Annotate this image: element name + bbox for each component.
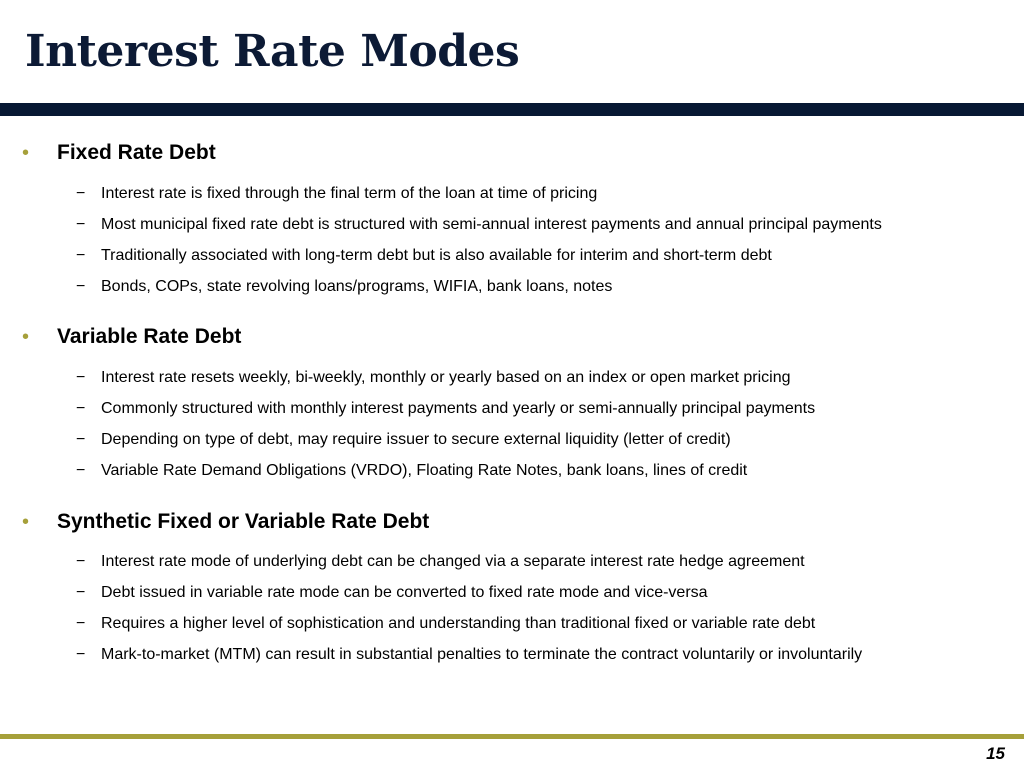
list-item-text: Bonds, COPs, state revolving loans/programs, WIFIA, bank loans, notes <box>101 278 613 295</box>
bullet-icon: • <box>22 326 30 348</box>
dash-icon: − <box>76 278 86 295</box>
dash-icon: − <box>76 553 86 570</box>
list-item <box>0 552 1024 583</box>
list-item-text: Interest rate resets weekly, bi-weekly, monthly or yearly based on an index or open market pricing <box>101 369 791 386</box>
section-variable-rate <box>0 322 1024 492</box>
dash-icon: − <box>76 431 86 448</box>
list-item-text: Variable Rate Demand Obligations (VRDO), Floating Rate Notes, bank loans, lines of credit <box>101 462 748 479</box>
list-item <box>0 184 1024 215</box>
dash-icon: − <box>76 369 86 386</box>
list-item <box>0 368 1024 399</box>
bullet-icon: • <box>22 142 30 164</box>
footer-divider <box>0 734 1024 739</box>
section-heading: Synthetic Fixed or Variable Rate Debt <box>57 510 430 533</box>
list-item-text: Requires a higher level of sophistication and understanding than traditional fixed or variable rate debt <box>101 615 816 632</box>
list-item <box>0 399 1024 430</box>
list-item <box>0 614 1024 645</box>
list-item <box>0 215 1024 246</box>
section-heading-row <box>0 507 1024 537</box>
section-heading: Variable Rate Debt <box>57 325 242 348</box>
list-item <box>0 246 1024 277</box>
list-item <box>0 461 1024 492</box>
list-item-text: Interest rate is fixed through the final term of the loan at time of pricing <box>101 185 598 202</box>
section-heading-row <box>0 138 1024 168</box>
title-divider <box>0 103 1024 116</box>
page-number: 15 <box>986 744 1005 763</box>
list-item <box>0 645 1024 676</box>
page-title: Interest Rate Modes <box>25 26 520 77</box>
list-item <box>0 583 1024 614</box>
dash-icon: − <box>76 216 86 233</box>
dash-icon: − <box>76 646 86 663</box>
dash-icon: − <box>76 247 86 264</box>
section-heading: Fixed Rate Debt <box>57 141 216 164</box>
list-item-text: Depending on type of debt, may require issuer to secure external liquidity (letter of credit) <box>101 431 731 448</box>
bullet-icon: • <box>22 511 30 533</box>
section-heading-row <box>0 322 1024 352</box>
list-item <box>0 430 1024 461</box>
section-synthetic-rate <box>0 507 1024 676</box>
list-item <box>0 277 1024 308</box>
dash-icon: − <box>76 584 86 601</box>
list-item-text: Commonly structured with monthly interest payments and yearly or semi-annually principal payments <box>101 400 816 417</box>
dash-icon: − <box>76 185 86 202</box>
list-item-text: Traditionally associated with long-term debt but is also available for interim and short-term debt <box>101 247 772 264</box>
dash-icon: − <box>76 400 86 417</box>
list-item-text: Mark-to-market (MTM) can result in substantial penalties to terminate the contract voluntarily or involuntarily <box>101 646 863 663</box>
dash-icon: − <box>76 462 86 479</box>
list-item-text: Most municipal fixed rate debt is structured with semi-annual interest payments and annual principal payments <box>101 216 882 233</box>
section-fixed-rate <box>0 138 1024 308</box>
list-item-text: Interest rate mode of underlying debt can be changed via a separate interest rate hedge agreement <box>101 553 805 570</box>
list-item-text: Debt issued in variable rate mode can be converted to fixed rate mode and vice-versa <box>101 584 708 601</box>
dash-icon: − <box>76 615 86 632</box>
